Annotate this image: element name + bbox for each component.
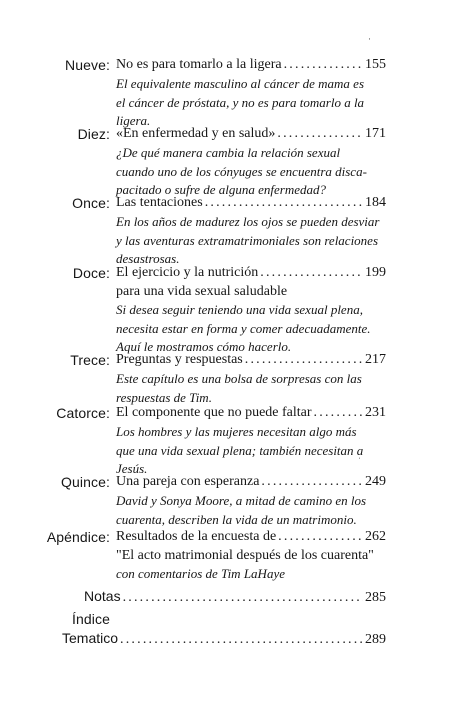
page-number: 289 [365,632,386,647]
page-number: 184 [365,195,386,210]
chapter-title: No es para tomarlo a la ligera [116,57,282,72]
description-line: ¿De qué manera cambia la relación sexual [116,145,341,160]
chapter-title: El componente que no puede faltar [116,405,312,420]
toc-line [116,473,386,491]
chapter-description [116,423,364,479]
toc-line [116,125,386,143]
dot-leader [123,589,363,607]
dot-leader [205,194,363,212]
index-label-line1: Índice [72,611,110,627]
page-number: 262 [365,529,386,544]
description-line: El equivalente masculino al cáncer de mama es [116,76,365,91]
chapter-description [116,565,342,584]
chapter-description [116,213,380,269]
toc-line [116,528,386,546]
chapter-description [116,144,367,200]
description-line: con comentarios de Tim LaHaye [116,566,285,581]
chapter-title: El ejercicio y la nutrición [116,265,259,280]
description-line: necesita estar en forma y comer adecuadamente. [116,320,371,336]
chapter-subtitle: "El acto matrimonial después de los cuarenta" [116,548,374,563]
description-line: Aquí le mostramos cómo hacerlo. [116,339,292,354]
description-line: el cáncer de próstata, y no es para tomarlo a la [116,94,365,110]
toc-line [116,264,386,282]
description-line: En los años de madurez los ojos se pueden desviar [116,214,380,229]
chapter-label: Trece: [70,352,110,368]
chapter-description [116,492,367,529]
description-line: pacitado o sufre de alguna enfermedad? [116,182,327,197]
dot-leader [245,351,363,369]
dot-leader [284,56,363,74]
chapter-title: Las tentaciones [116,195,203,210]
description-line: ligera. [116,113,151,128]
page-number: 285 [365,590,386,605]
description-line: Los hombres y las mujeres necesitan algo más [116,424,357,439]
chapter-description [116,370,362,407]
description-line: cuarenta, describen la vida de un matrimonio. [116,511,357,527]
description-line: Jesús. [116,461,148,476]
description-line: Este capítulo es una bolsa de sorpresas con las [116,371,362,386]
notes-label: Notas [84,588,121,604]
description-line: respuestas de Tim. [116,389,212,405]
page-number: 249 [365,474,386,489]
dot-leader [261,473,363,491]
chapter-label: Diez: [77,126,110,142]
dot-leader [120,631,363,649]
speck-mark: ˈ [358,456,361,466]
toc-line [84,587,386,607]
toc-line [116,56,386,74]
description-line: y las aventuras extramatrimoniales son relaciones [116,232,379,248]
chapter-label: Catorce: [56,405,110,421]
chapter-label: Once: [72,195,110,211]
chapter-subtitle: para una vida sexual saludable [116,284,288,299]
chapter-title: Una pareja con esperanza [116,474,260,489]
dot-leader [314,404,363,422]
description-line: Si desea seguir teniendo una vida sexual plena, [116,302,363,317]
description-line: que una vida sexual plena; también necesitan a [116,442,364,458]
toc-line [116,194,386,212]
page-number: 171 [365,126,386,141]
description-line: desastrosas. [116,251,180,266]
chapter-description [116,301,371,357]
chapter-title: Resultados de la encuesta de [116,529,277,544]
page-number: 231 [365,405,386,420]
chapter-label: Doce: [72,265,110,281]
index-label-line2: Tematico [62,630,119,646]
toc-line [62,629,386,649]
page-number: 199 [365,265,386,280]
page-number: 155 [365,57,386,72]
chapter-label: Apéndice: [46,529,110,545]
dot-leader [278,528,363,546]
toc-line [116,404,386,422]
dot-leader [260,264,363,282]
toc-line [116,351,386,369]
speck-mark: · [368,34,371,44]
chapter-label: Quince: [61,474,110,490]
chapter-title: «En enfermedad y en salud» [116,126,276,141]
dot-leader [277,125,363,143]
page-number: 217 [365,352,386,367]
chapter-title: Preguntas y respuestas [116,352,243,367]
description-line: David y Sonya Moore, a mitad de camino en los [116,493,367,508]
chapter-label: Nueve: [65,57,110,73]
description-line: cuando uno de los cónyuges se encuentra disca- [116,163,367,179]
chapter-description [116,75,365,131]
